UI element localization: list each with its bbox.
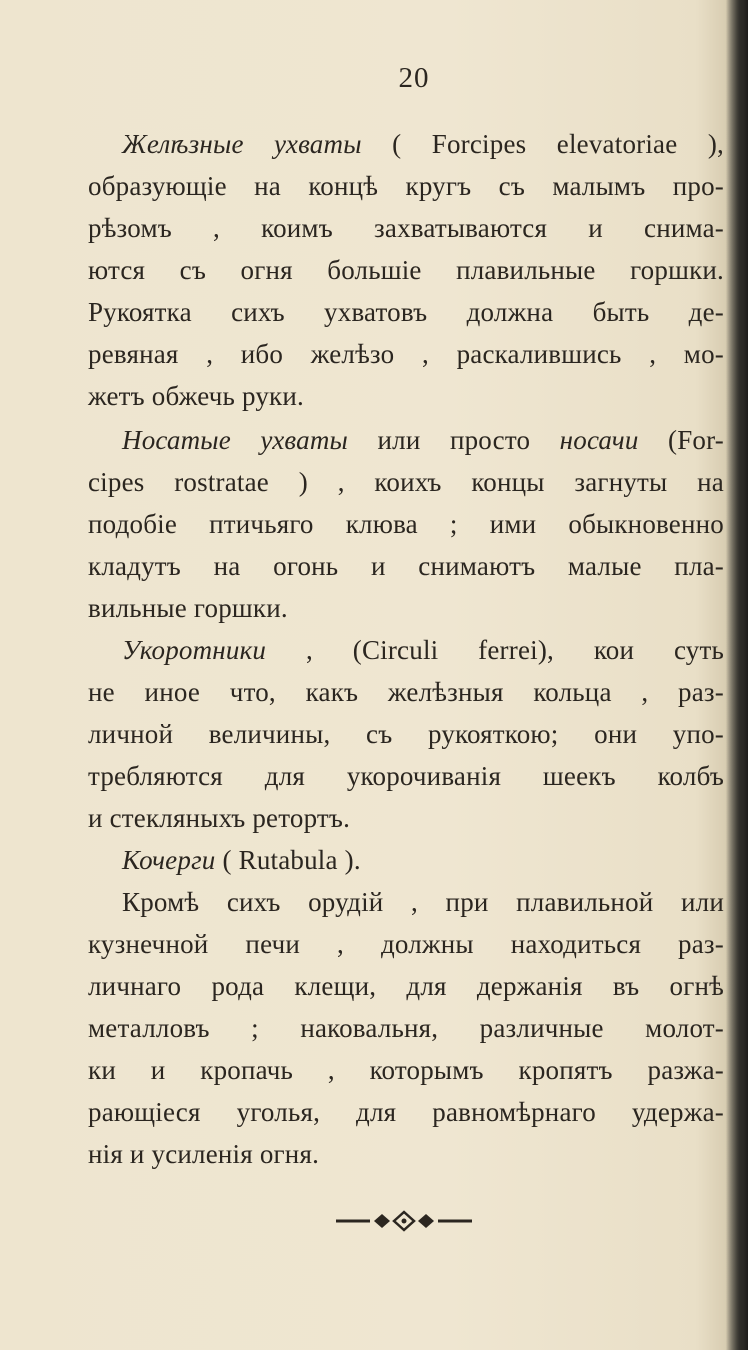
text-run: кладутъ на огонь и снимаютъ малые пла- xyxy=(88,551,724,581)
italic-term: Кочерги xyxy=(122,845,216,875)
text-line xyxy=(88,292,724,332)
text-line xyxy=(88,966,724,1006)
text-run: нія и усиленія огня. xyxy=(88,1139,320,1169)
text-run: личной величины, съ рукояткою; они упо- xyxy=(88,719,724,749)
text-run: жетъ обжечь руки. xyxy=(88,381,304,411)
text-line xyxy=(88,924,724,964)
text-run: Кромѣ сихъ орудій , при плавильной или xyxy=(122,887,724,917)
text-run: ки и кропачь , которымъ кропятъ разжа- xyxy=(88,1055,724,1085)
text-run: вильные горшки. xyxy=(88,593,288,623)
text-line xyxy=(88,334,724,374)
text-run: личнаго рода клещи, для держанія въ огнѣ xyxy=(88,971,724,1001)
text-run: кузнечной печи , должны находиться раз- xyxy=(88,929,724,959)
text-run: ( Rutabula ). xyxy=(215,845,361,875)
italic-term: носачи xyxy=(559,425,639,455)
text-line xyxy=(122,882,724,922)
text-run: Рукоятка сихъ ухватовъ должна быть де- xyxy=(88,297,724,327)
ornament-divider xyxy=(334,1206,474,1236)
text-run: ревяная , ибо желѣзо , раскалившись , мо- xyxy=(88,339,724,369)
text-run: cipes rostratae ) , коихъ концы загнуты на xyxy=(88,467,724,497)
text-run: ( Forcipes elevatoriae ), xyxy=(361,129,724,159)
text-line xyxy=(88,1092,724,1132)
italic-term: Укоротники xyxy=(122,635,267,665)
text-line xyxy=(122,630,724,670)
text-run: , (Circuli ferrei), кои суть xyxy=(266,635,724,665)
page-number: 20 xyxy=(398,62,430,94)
text-line xyxy=(88,208,724,248)
text-line xyxy=(88,1134,724,1174)
text-line xyxy=(88,798,724,838)
text-line xyxy=(122,124,724,164)
text-line xyxy=(88,462,724,502)
text-run: ются съ огня большіе плавильные горшки. xyxy=(88,255,724,285)
text-run: подобіе птичьяго клюва ; ими обыкновенно xyxy=(88,509,724,539)
text-line xyxy=(88,504,724,544)
text-line xyxy=(88,1008,724,1048)
page-edge-shadow xyxy=(726,0,748,1350)
text-line xyxy=(88,1050,724,1090)
italic-term: Носатые ухваты xyxy=(122,425,349,455)
text-run: требляются для укорочиванія шеекъ колбъ xyxy=(88,761,724,791)
text-line xyxy=(88,672,724,712)
text-line xyxy=(122,840,724,880)
italic-term: Желѣзные ухваты xyxy=(122,129,362,159)
text-line xyxy=(122,420,724,460)
text-line xyxy=(88,250,724,290)
text-line xyxy=(88,376,724,416)
text-run: или просто xyxy=(348,425,560,455)
text-line xyxy=(88,166,724,206)
text-line xyxy=(88,714,724,754)
text-run: образующіе на концѣ кругъ съ малымъ про- xyxy=(88,171,724,201)
text-run: и стекляныхъ ретортъ. xyxy=(88,803,351,833)
text-run: (For- xyxy=(638,425,724,455)
text-line xyxy=(88,546,724,586)
text-line xyxy=(88,756,724,796)
text-line xyxy=(88,588,724,628)
text-run: не иное что, какъ желѣзныя кольца , раз- xyxy=(88,677,724,707)
text-run: металловъ ; наковальня, различные молот- xyxy=(88,1013,724,1043)
text-run: рающіеся уголья, для равномѣрнаго удержа- xyxy=(88,1097,724,1127)
text-run: рѣзомъ , коимъ захватываются и снима- xyxy=(88,213,724,243)
